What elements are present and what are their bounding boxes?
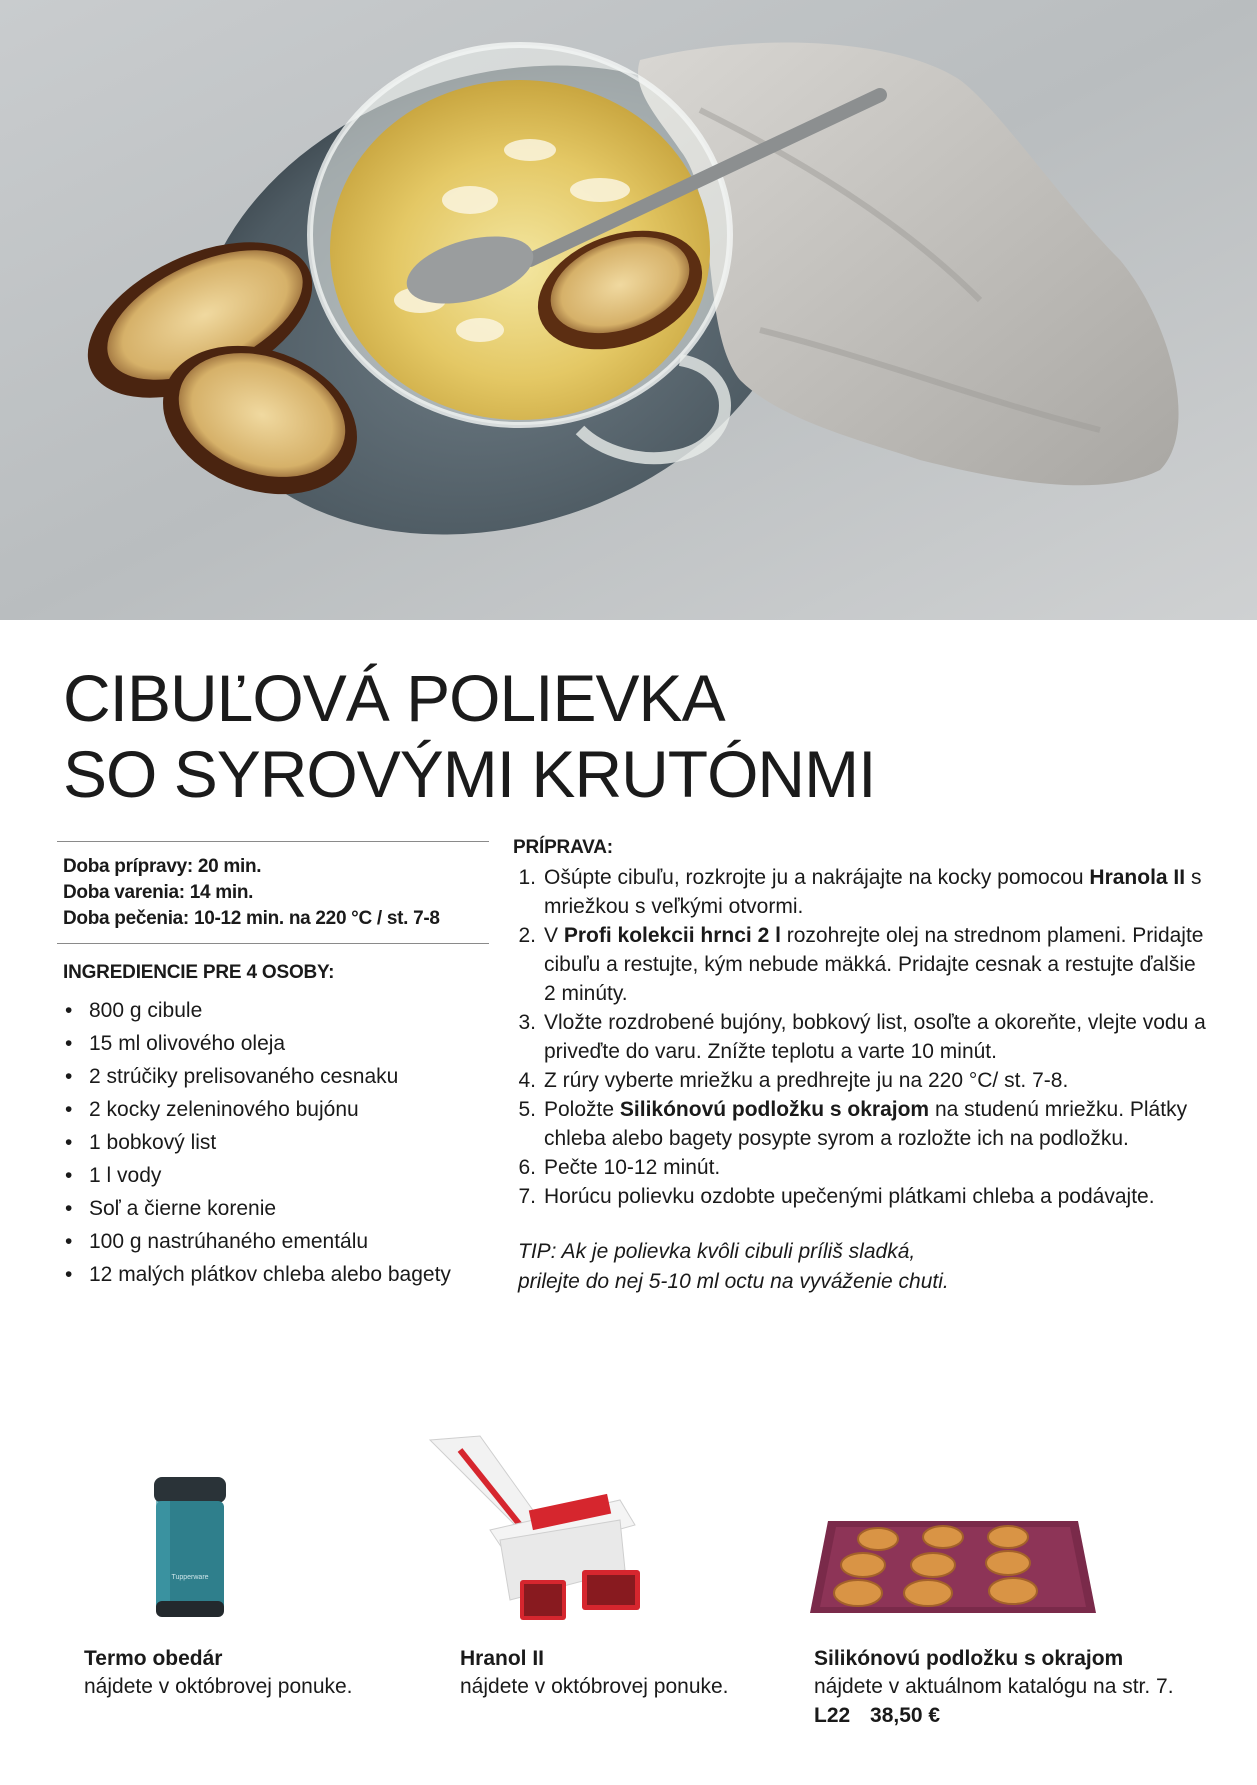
step-text: V Profi kolekcii hrnci 2 l rozohrejte olej na strednom plameni. Pridajte cibuľu a restujte, kým nebude mäkká. Pridajte cesnak a restujte ďalšie 2 minúty.: [544, 924, 1204, 1005]
step-number: 5.: [518, 1098, 536, 1121]
onion-soup-illustration: [0, 0, 1257, 620]
product-description: nájdete v októbrovej ponuke.: [460, 1675, 729, 1698]
step-text: Položte Silikónovú podložku s okrajom na studenú mriežku. Plátky chleba alebo bagety posypte syrom a rozložte ich na podložku.: [544, 1098, 1188, 1150]
ingredient-item: • 2 strúčiky prelisovaného cesnaku: [63, 1060, 489, 1093]
recipe-title: [63, 660, 1163, 812]
product-mention: Profi kolekcii hrnci 2 l: [563, 924, 781, 947]
step-text: Pečte 10-12 minút.: [544, 1156, 721, 1179]
step-number: 3.: [518, 1011, 536, 1034]
hero-photo-soup: [0, 0, 1257, 620]
step-number: 7.: [518, 1185, 536, 1208]
ingredient-item: • 15 ml olivového oleja: [63, 1027, 489, 1060]
bake-time: Doba pečenia: 10-12 min. na 220 °C / st. 7-8: [63, 908, 440, 929]
step-number: 1.: [518, 866, 536, 889]
ingredient-item: • 2 kocky zeleninového bujónu: [63, 1093, 489, 1126]
preparation-step: [513, 1095, 1213, 1153]
preparation-step: [513, 1008, 1213, 1066]
step-number: 2.: [518, 924, 536, 947]
ingredient-item: • 100 g nastrúhaného ementálu: [63, 1225, 489, 1258]
preparation-heading: PRÍPRAVA:: [513, 837, 613, 858]
product-price-row: [814, 1701, 1174, 1731]
product-termo-obedar: [84, 1645, 353, 1701]
title-line-1: CIBUĽOVÁ POLIEVKA: [63, 661, 725, 735]
ingredient-item: • 1 l vody: [63, 1159, 489, 1192]
baking-mat-image: [808, 1515, 1098, 1620]
thermos-image: [150, 1475, 230, 1625]
preparation-step: [513, 1182, 1213, 1211]
product-name: Termo obedár: [84, 1647, 223, 1670]
product-code: L22: [814, 1704, 851, 1727]
title-line-2: SO SYROVÝMI KRUTÓNMI: [63, 737, 876, 811]
product-description: nájdete v aktuálnom katalógu na str. 7.: [814, 1675, 1174, 1698]
preparation-step: [513, 1066, 1213, 1095]
timing-block: [57, 842, 489, 943]
step-text: Ošúpte cibuľu, rozkrojte ju a nakrájajte na kocky pomocou Hranola II s mriežkou s veľkými otvormi.: [544, 866, 1202, 918]
preparation-step: [513, 863, 1213, 921]
ingredient-item: • 1 bobkový list: [63, 1126, 489, 1159]
ingredient-item: • Soľ a čierne korenie: [63, 1192, 489, 1225]
product-name: Hranol II: [460, 1647, 545, 1670]
svg-text:Tupperware: Tupperware: [171, 1574, 209, 1581]
product-mention: Silikónovú podložku s okrajom: [619, 1098, 930, 1121]
product-description: nájdete v októbrovej ponuke.: [84, 1675, 353, 1698]
product-name: Silikónovú podložku s okrajom: [814, 1647, 1124, 1670]
product-hranol-ii: [460, 1645, 729, 1701]
ingredients-list: [63, 994, 489, 1291]
step-text: Horúcu polievku ozdobte upečenými plátkami chleba a podávajte.: [544, 1185, 1155, 1208]
slicer-image: [420, 1430, 660, 1630]
divider-bottom: [57, 943, 489, 944]
ingredients-heading: INGREDIENCIE PRE 4 OSOBY:: [63, 962, 335, 983]
recipe-info-column: [57, 841, 489, 1291]
preparation-column: [513, 837, 1213, 1297]
preparation-step: [513, 921, 1213, 1008]
tip-text: [518, 1237, 1213, 1297]
tip-line-1: TIP: Ak je polievka kvôli cibuli príliš sladká,: [518, 1240, 916, 1263]
prep-time: Doba prípravy: 20 min.: [63, 856, 262, 877]
preparation-step: [513, 1153, 1213, 1182]
cook-time: Doba varenia: 14 min.: [63, 882, 254, 903]
preparation-steps: [513, 863, 1213, 1211]
ingredient-item: • 12 malých plátkov chleba alebo bagety: [63, 1258, 489, 1291]
product-price: 38,50 €: [870, 1704, 941, 1727]
product-silikonova-podlozka: [814, 1645, 1174, 1731]
step-text: Vložte rozdrobené bujóny, bobkový list, osoľte a okoreňte, vlejte vodu a priveďte do varu. Znížte teplotu a varte 10 minút.: [544, 1011, 1206, 1063]
ingredient-item: • 800 g cibule: [63, 994, 489, 1027]
product-mention: Hranola II: [1089, 866, 1186, 889]
tip-line-2: prilejte do nej 5-10 ml octu na vyváženie chuti.: [518, 1270, 949, 1293]
step-text: Z rúry vyberte mriežku a predhrejte ju na 220 °C/ st. 7-8.: [544, 1069, 1069, 1092]
step-number: 6.: [518, 1156, 536, 1179]
step-number: 4.: [518, 1069, 536, 1092]
